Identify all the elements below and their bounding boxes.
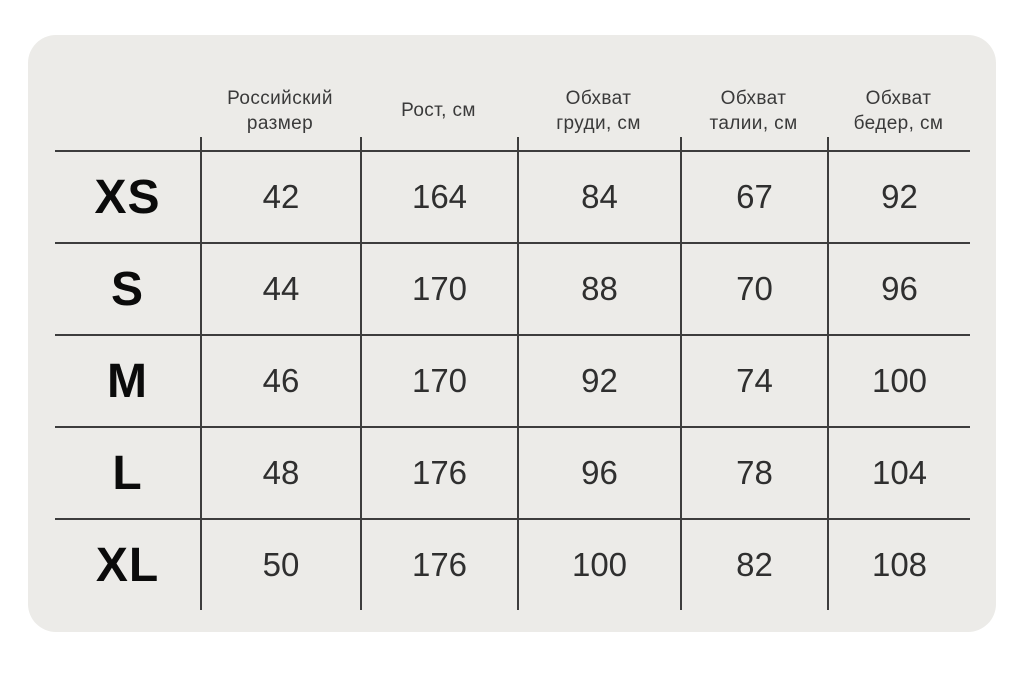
header-cell-hips (827, 35, 970, 150)
table-row-xs (55, 150, 970, 242)
table-row-s (55, 242, 970, 334)
header-line: Российский (227, 87, 333, 109)
value-cell-chest: 96 (517, 428, 680, 518)
value-cell-russian-size: 42 (200, 152, 360, 242)
header-cell-russian-size (200, 35, 360, 150)
value-cell-hips: 104 (827, 428, 970, 518)
size-cell: XS (94, 170, 161, 224)
size-cell: XL (95, 538, 160, 592)
header-line: Обхват (720, 87, 787, 109)
header-line: Обхват (865, 87, 932, 109)
header-line: бедер, см (853, 112, 944, 134)
value-cell-waist: 70 (680, 244, 827, 334)
value-cell-waist: 67 (680, 152, 827, 242)
size-chart-card (28, 35, 996, 632)
value-cell-hips: 96 (827, 244, 970, 334)
size-table (55, 35, 970, 610)
header-line: Обхват (565, 87, 632, 109)
value-cell-height: 164 (360, 152, 517, 242)
value-cell-height: 176 (360, 428, 517, 518)
value-cell-height: 176 (360, 520, 517, 610)
table-row-l (55, 426, 970, 518)
value-cell-chest: 88 (517, 244, 680, 334)
header-cell-size (55, 35, 200, 150)
header-cell-height (360, 35, 517, 150)
table-row-m (55, 334, 970, 426)
value-cell-chest: 92 (517, 336, 680, 426)
value-cell-russian-size: 44 (200, 244, 360, 334)
value-cell-hips: 92 (827, 152, 970, 242)
value-cell-chest: 100 (517, 520, 680, 610)
value-cell-russian-size: 48 (200, 428, 360, 518)
header-line: талии, см (709, 112, 798, 134)
header-line: размер (246, 112, 314, 134)
value-cell-waist: 74 (680, 336, 827, 426)
size-cell: L (112, 446, 143, 500)
value-cell-height: 170 (360, 244, 517, 334)
header-cell-waist (680, 35, 827, 150)
value-cell-hips: 108 (827, 520, 970, 610)
header-line: груди, см (556, 112, 641, 134)
header-cell-chest (517, 35, 680, 150)
value-cell-russian-size: 46 (200, 336, 360, 426)
value-cell-waist: 78 (680, 428, 827, 518)
value-cell-chest: 84 (517, 152, 680, 242)
value-cell-russian-size: 50 (200, 520, 360, 610)
value-cell-height: 170 (360, 336, 517, 426)
value-cell-waist: 82 (680, 520, 827, 610)
size-cell: M (107, 354, 148, 408)
header-line: Рост, см (401, 100, 476, 121)
value-cell-hips: 100 (827, 336, 970, 426)
size-cell: S (110, 262, 144, 316)
table-header-row (55, 35, 970, 150)
table-row-xl (55, 518, 970, 610)
